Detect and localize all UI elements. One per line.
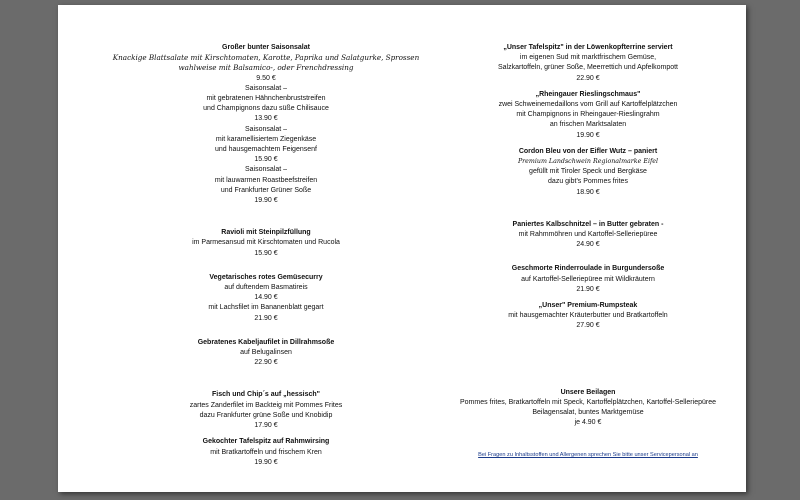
dish-title: „Unser" Premium-Rumpsteak [538, 302, 638, 310]
dish-description: an frischen Marktsalaten [549, 121, 627, 129]
dish-title: Gebratenes Kabeljaufilet in Dillrahmsoße [197, 338, 335, 346]
allergen-note: Bei Fragen zu Inhaltsstoffen und Allergenen sprechen Sie bitte unser Servicepersonal an [478, 452, 698, 459]
section-description: Beilagensalat, buntes Marktgemüse [532, 409, 644, 417]
menu-item-rinderroulade [428, 264, 748, 295]
variant-description: mit karamellisiertem Ziegenkäse [215, 135, 317, 143]
menu-page [58, 5, 746, 492]
variant-name: Saisonsalat – [244, 84, 288, 92]
menu-item-cordon-bleu [428, 147, 748, 198]
section-price: je 4.90 € [574, 419, 602, 427]
dish-title: „Rheingauer Rieslingschmaus" [535, 90, 641, 98]
dish-description: auf Kartoffel-Selleriepüree mit Wildkräutern [521, 275, 655, 283]
dish-description: dazu gibt's Pommes frites [548, 178, 628, 186]
dish-description: Salzkartoffeln, grüner Soße, Meerrettich und Apfelkompott [497, 64, 679, 72]
menu-item-saisonsalat [106, 43, 426, 206]
menu-item-fish-chips [106, 390, 426, 431]
variant-price: 13.90 € [254, 115, 278, 123]
dish-description: mit Champignons in Rheingauer-Rieslingrahm [516, 111, 660, 119]
section-title: Unsere Beilagen [560, 388, 616, 396]
dish-price: 27.90 € [576, 322, 600, 330]
dish-price: 15.90 € [254, 249, 278, 257]
dish-price: 19.90 € [254, 458, 278, 466]
dish-price: 9.50 € [256, 74, 276, 82]
dish-description: im eigenen Sud mit marktfrischem Gemüse, [519, 54, 657, 62]
variant-description: und Champignons dazu süße Chilisauce [203, 105, 329, 113]
dish-extra: mit Lachsfilet im Bananenblatt gegart [208, 304, 324, 312]
dish-title: Gekochter Tafelspitz auf Rahmwirsing [202, 438, 330, 446]
variant-description: und Frankfurter Grüner Soße [220, 186, 312, 194]
dish-description: Knackige Blattsalate mit Kirschtomaten, Karotte, Paprika und Salatgurke, Sprossen [112, 53, 420, 63]
dish-price: 18.90 € [576, 188, 600, 196]
dish-description: auf duftendem Basmatireis [224, 284, 308, 292]
dish-description: mit Bratkartoffeln und frischem Kren [210, 448, 322, 456]
menu-item-unser-tafelspitz [428, 43, 748, 84]
dish-description: zwei Schweinemedaillons vom Grill auf Kartoffelplätzchen [498, 101, 678, 109]
dish-title: Fisch und Chip´s auf „hessisch" [212, 391, 320, 399]
menu-item-kabeljau [106, 338, 426, 369]
variant-name: Saisonsalat – [244, 166, 288, 174]
dish-description: mit Rahmmöhren und Kartoffel-Selleriepüree [518, 231, 658, 239]
menu-item-curry [106, 273, 426, 324]
variant-name: Saisonsalat – [244, 125, 288, 133]
dish-price: 19.90 € [576, 131, 600, 139]
dish-description: zartes Zanderfilet im Backteig mit Pommes Frites [189, 401, 343, 409]
dish-price: 22.90 € [254, 359, 278, 367]
dish-description: im Parmesansud mit Kirschtomaten und Rucola [192, 239, 340, 247]
dish-origin: Premium Landschwein Regionalmarke Eifel [517, 158, 659, 166]
dish-price: 21.90 € [576, 285, 600, 293]
dish-title: Cordon Bleu von der Eifler Wutz – paniert [518, 147, 658, 155]
dish-price: 22.90 € [576, 74, 600, 82]
dish-extra-price: 21.90 € [254, 314, 278, 322]
dish-price: 17.90 € [254, 422, 278, 430]
dish-price: 24.90 € [576, 241, 600, 249]
menu-item-rieslingschmaus [428, 90, 748, 141]
menu-item-rumpsteak [428, 301, 748, 332]
variant-description: mit gebratenen Hähnchenbruststreifen [206, 95, 326, 103]
menu-item-ravioli [106, 228, 426, 259]
variant-description: mit lauwarmen Roastbeefstreifen [214, 176, 318, 184]
dish-description: mit hausgemachter Kräuterbutter und Bratkartoffeln [508, 312, 668, 320]
dish-description: wahlweise mit Balsamico-, oder Frenchdressing [178, 63, 354, 73]
dish-title: „Unser Tafelspitz" in der Löwenkopfterrine serviert [503, 44, 673, 51]
dish-title: Vegetarisches rotes Gemüsecurry [209, 273, 323, 281]
dish-title: Geschmorte Rinderroulade in Burgundersoße [511, 265, 665, 273]
menu-right-column [428, 43, 748, 461]
menu-section-beilagen [428, 388, 748, 429]
menu-item-kalbschnitzel [428, 220, 748, 251]
dish-description: auf Belugalinsen [240, 349, 292, 357]
dish-title: Paniertes Kalbschnitzel – in Butter gebraten - [512, 220, 664, 228]
variant-price: 15.90 € [254, 156, 278, 164]
dish-title: Ravioli mit Steinpilzfüllung [221, 229, 311, 237]
dish-title: Großer bunter Saisonsalat [222, 44, 310, 51]
variant-description: und hausgemachtem Feigensenf [215, 146, 317, 154]
menu-item-tafelspitz-wirsing [106, 437, 426, 468]
section-description: Pommes frites, Bratkartoffeln mit Speck, Kartoffelplätzchen, Kartoffel-Selleriepüree [459, 398, 716, 406]
dish-description: dazu Frankfurter grüne Soße und Knobidip [199, 411, 333, 419]
menu-left-column [106, 43, 426, 468]
dish-description: gefüllt mit Tiroler Speck und Bergkäse [529, 168, 647, 176]
variant-price: 19.90 € [254, 197, 278, 205]
dish-price: 14.90 € [254, 294, 278, 302]
